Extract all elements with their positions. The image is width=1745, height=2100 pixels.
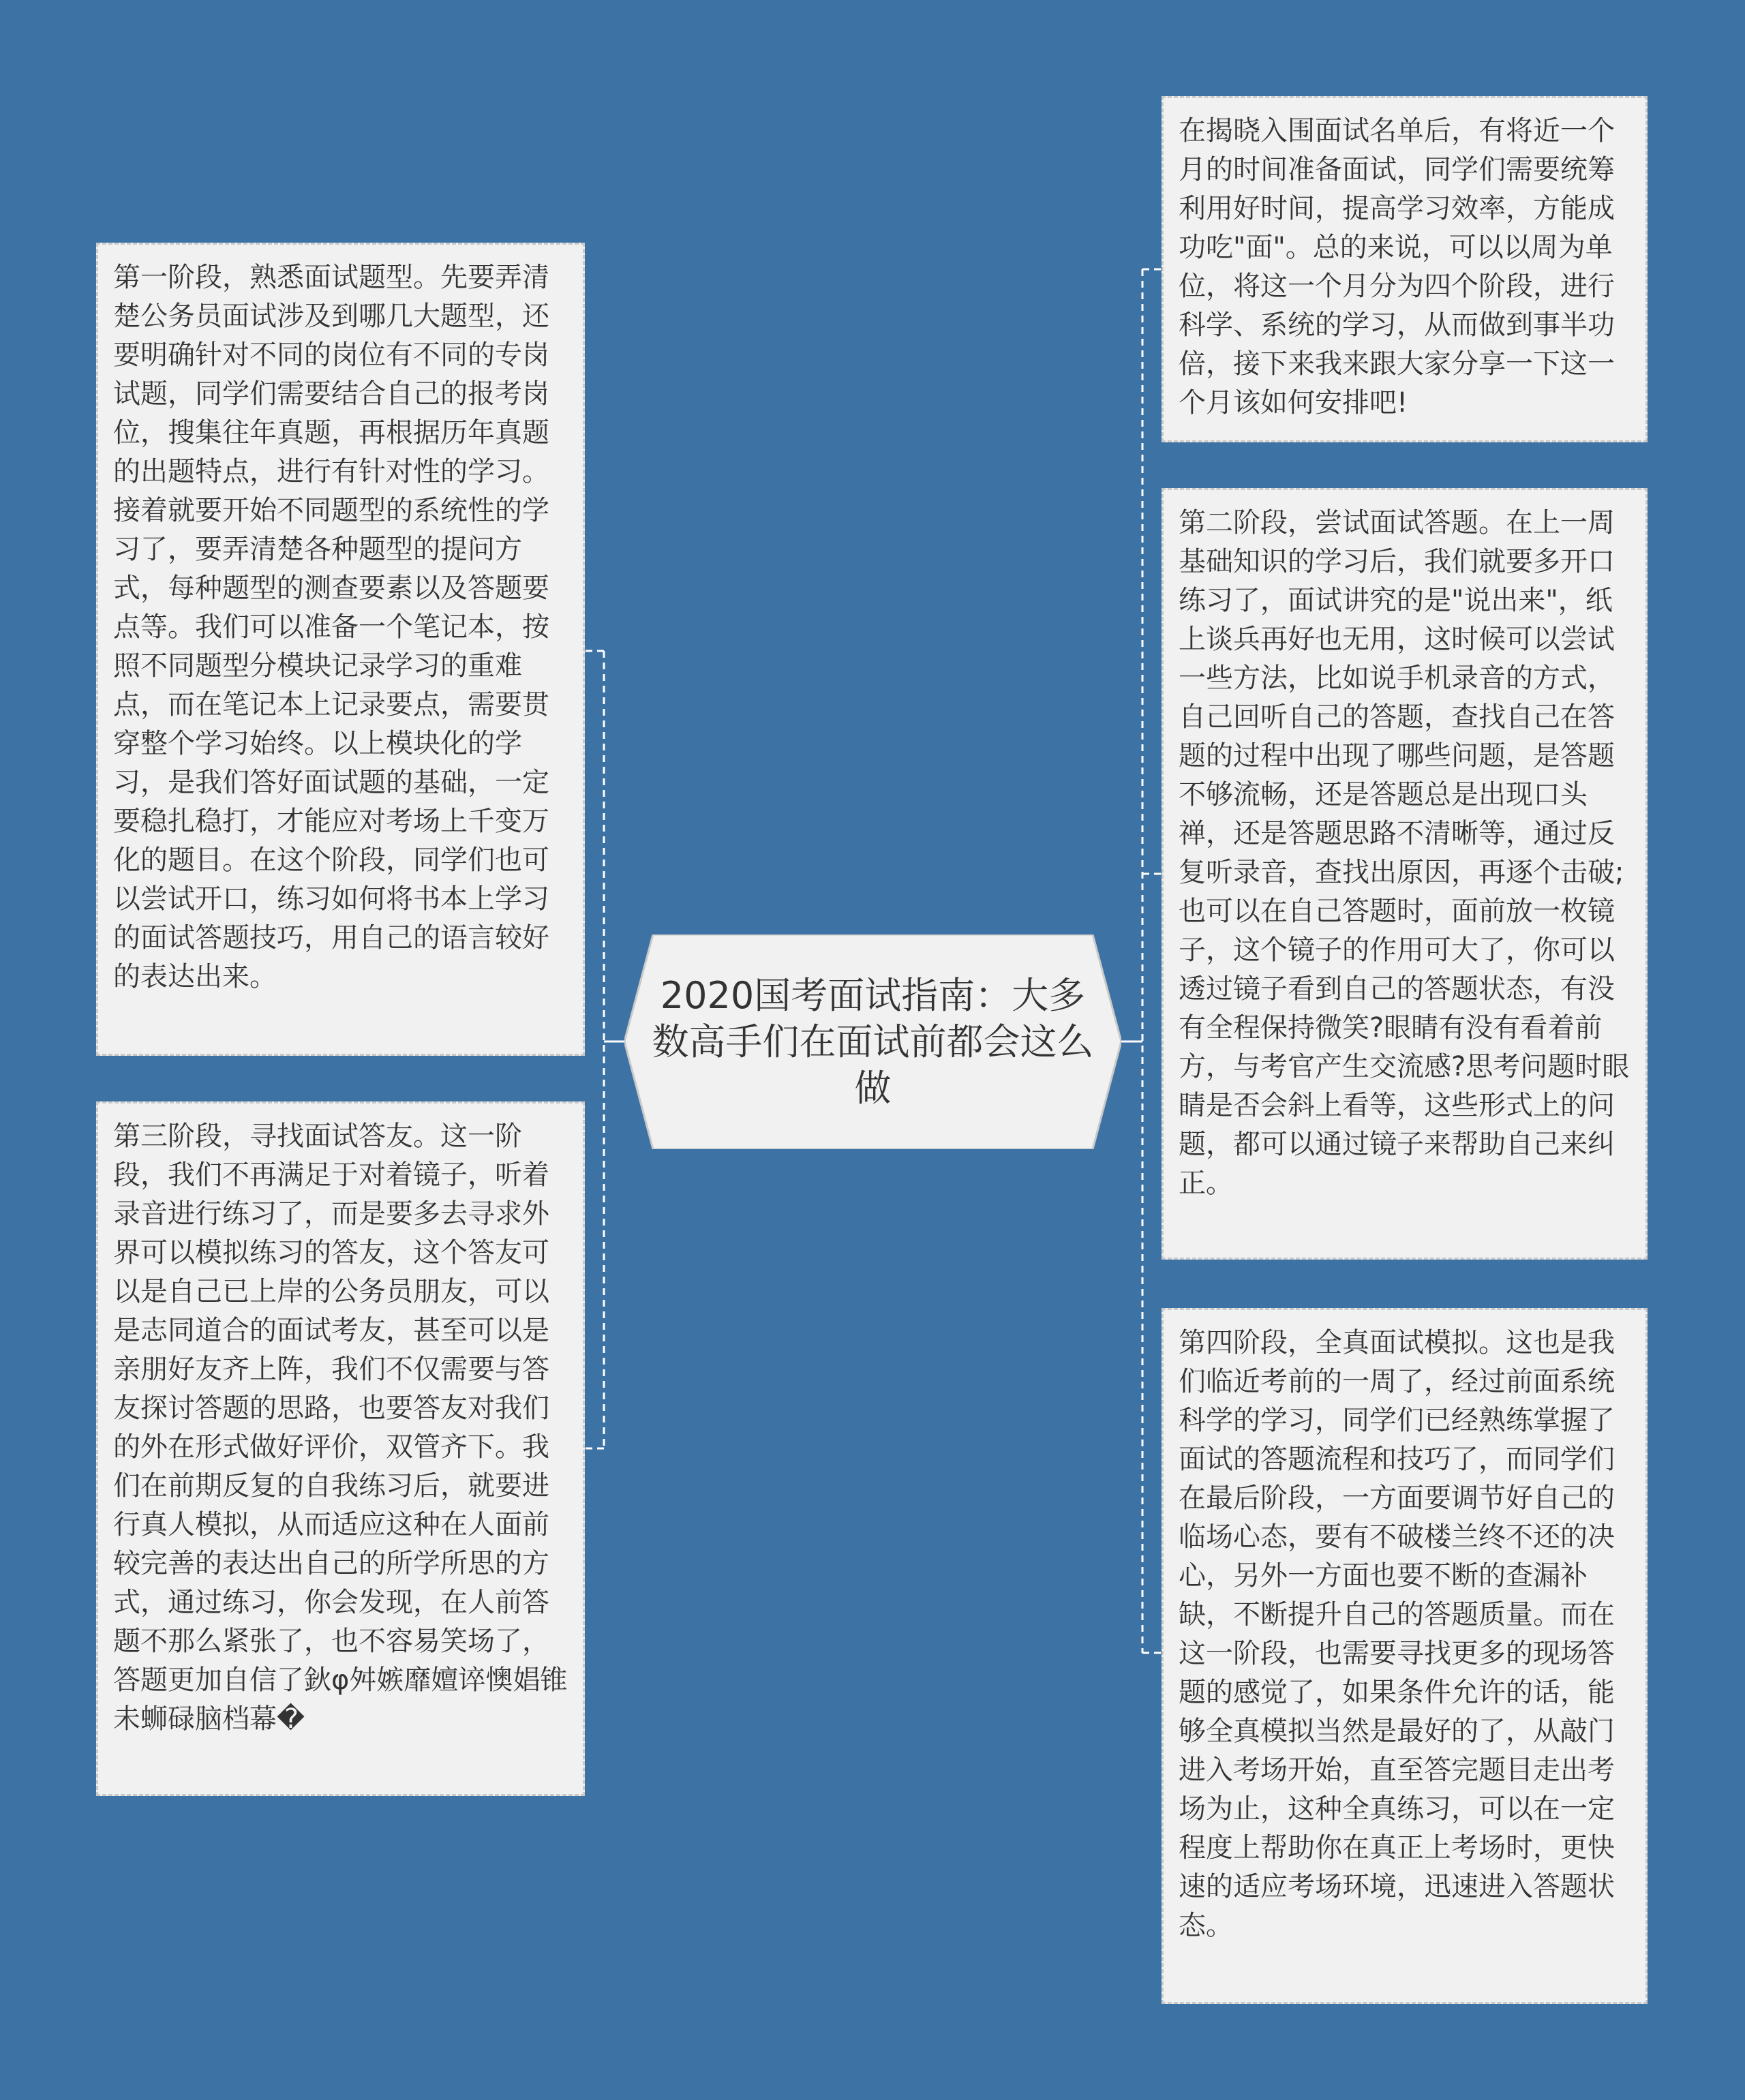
central-topic[interactable]	[624, 934, 1121, 1149]
topic-node-stage-4[interactable]: 第四阶段，全真面试模拟。这也是我们临近考前的一周了，经过前面系统科学的学习，同学们已经熟练掌握了面试的答题流程和技巧了，而同学们在最后阶段，一方面要调节好自己的临场心态，要有不破楼兰终不还的决心，另外一方面也要不断的查漏补缺，不断提升自己的答题质量。而在这一阶段，也需要寻找更多的现场答题的感觉了，如果条件允许的话，能够全真模拟当然是最好的了，从敲门进入考场开始，直至答完题目走出考场为止，这种全真练习，可以在一定程度上帮助你在真正上考场时，更快速的适应考场环境，迅速进入答题状态。	[1162, 1308, 1648, 2004]
topic-node-intro[interactable]: 在揭晓入围面试名单后，有将近一个月的时间准备面试，同学们需要统筹利用好时间，提高学习效率，方能成功吃"面"。总的来说，可以以周为单位，将这一个月分为四个阶段，进行科学、系统的学习，从而做到事半功倍，接下来我来跟大家分享一下这一个月该如何安排吧!	[1162, 96, 1648, 442]
topic-node-stage-3[interactable]: 第三阶段，寻找面试答友。这一阶段，我们不再满足于对着镜子，听着录音进行练习了，而是要多去寻求外界可以模拟练习的答友，这个答友可以是自己已上岸的公务员朋友，可以是志同道合的面试考友，甚至可以是亲朋好友齐上阵，我们不仅需要与答友探讨答题的思路，也要答友对我们的外在形式做好评价，双管齐下。我们在前期反复的自我练习后，就要进行真人模拟，从而适应这种在人面前较完善的表达出自己的所学所思的方式，通过练习，你会发现，在人前答题不那么紧张了，也不容易笑场了，答题更加自信了鈥φ舛嫉靡嬗谇懊娼锥未蛳碌脑档幕�	[96, 1101, 585, 1796]
topic-node-stage-1[interactable]: 第一阶段，熟悉面试题型。先要弄清楚公务员面试涉及到哪几大题型，还要明确针对不同的岗位有不同的专岗试题，同学们需要结合自己的报考岗位，搜集往年真题，再根据历年真题的出题特点，进行有针对性的学习。接着就要开始不同题型的系统性的学习了，要弄清楚各种题型的提问方式，每种题型的测查要素以及答题要点等。我们可以准备一个笔记本，按照不同题型分模块记录学习的重难点，而在笔记本上记录要点，需要贯穿整个学习始终。以上模块化的学习，是我们答好面试题的基础，一定要稳扎稳打，才能应对考场上千变万化的题目。在这个阶段，同学们也可以尝试开口，练习如何将书本上学习的面试答题技巧，用自己的语言较好的表达出来。	[96, 243, 585, 1056]
central-topic-title: 2020国考面试指南：大多数高手们在面试前都会这么做	[652, 973, 1094, 1110]
topic-node-stage-2[interactable]: 第二阶段，尝试面试答题。在上一周基础知识的学习后，我们就要多开口练习了，面试讲究的是"说出来"，纸上谈兵再好也无用，这时候可以尝试一些方法，比如说手机录音的方式，自己回听自己的答题，查找自己在答题的过程中出现了哪些问题，是答题不够流畅，还是答题总是出现口头禅，还是答题思路不清晰等，通过反复听录音，查找出原因，再逐个击破;也可以在自己答题时，面前放一枚镜子，这个镜子的作用可大了，你可以透过镜子看到自己的答题状态，有没有全程保持微笑?眼睛有没有看着前方，与考官产生交流感?思考问题时眼睛是否会斜上看等，这些形式上的问题，都可以通过镜子来帮助自己来纠正。	[1162, 488, 1648, 1260]
